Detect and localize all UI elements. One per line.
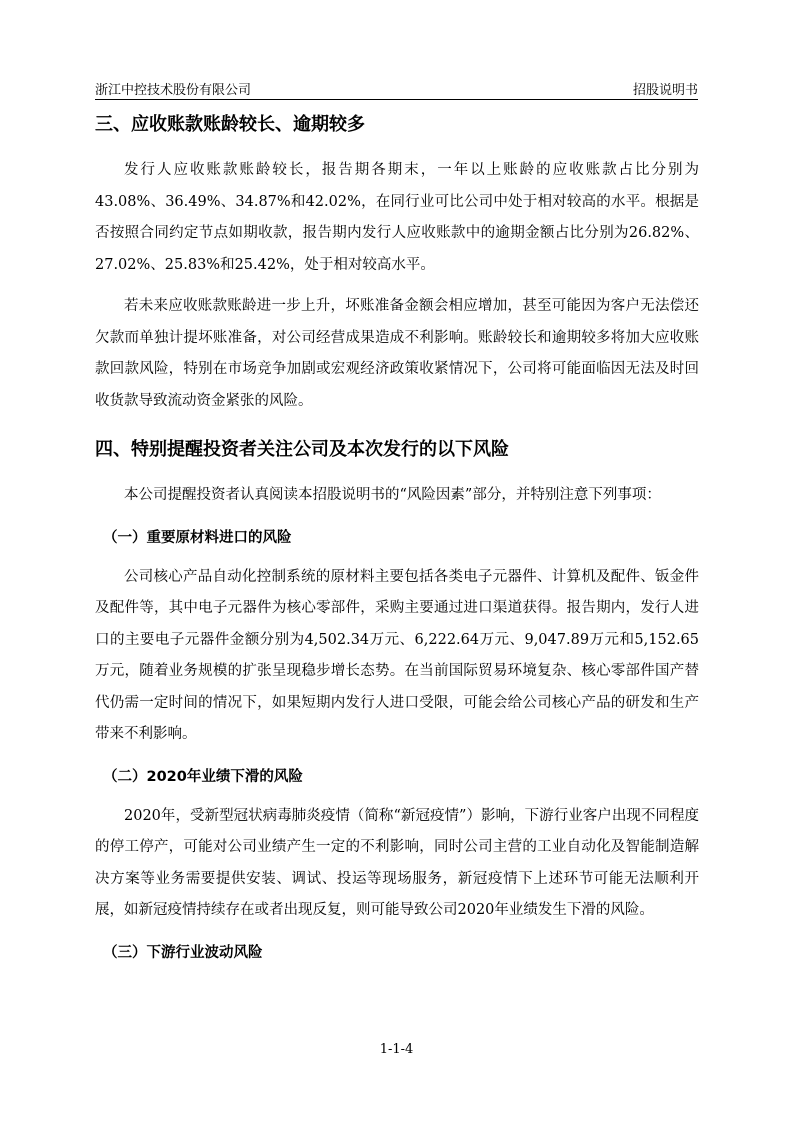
document-type: 招股说明书 [632,83,698,98]
page-body [95,110,699,965]
section3-paragraph-2: 若未来应收账款账龄进一步上升，坏账准备金额会相应增加，甚至可能因为客户无法偿还欠款而单独计提坏账准备，对公司经营成果造成不利影响。账龄较长和逾期较多将加大应收账款回款风险，特别在市场竞争加剧或宏观经济政策收紧情况下，公司将可能面临因无法及时回收货款导致流动资金紧张的风险。 [95,298,699,409]
subsection1-title: （一）重要原材料进口的风险 [103,529,292,546]
subsection3-title: （三）下游行业波动风险 [103,944,263,961]
company-name: 浙江中控技术股份有限公司 [95,83,252,98]
subsection1-paragraph: 公司核心产品自动化控制系统的原材料主要包括各类电子元器件、计算机及配件、钣金件及配件等，其中电子元器件为核心零部件，采购主要通过进口渠道获得。报告期内，发行人进口的主要电子元器件金额分别为4,502.34万元、6,222.64万元、9,047.89万元和5,152.65万元，随着业务规模的扩张呈现稳步增长态势。在当前国际贸易环境复杂、核心零部件国产替代仍需一定时间的情况下，如果短期内发行人进口受限，可能会给公司核心产品的研发和生产带来不利影响。 [95,568,699,742]
section3-paragraph-1: 发行人应收账款账龄较长，报告期各期末，一年以上账龄的应收账款占比分别为43.08%、36.49%、34.87%和42.02%，在同行业可比公司中处于相对较高的水平。根据是否按照合同约定节点如期收款，报告期内发行人应收账款中的逾期金额占比分别为26.82%、27.02%、25.83%和25.42%，处于相对较高水平。 [95,162,699,273]
subsection2-title: （二）2020年业绩下滑的风险 [103,768,303,785]
page-header [95,79,698,100]
section3-title: 三、应收账款账龄较长、逾期较多 [95,114,365,135]
section4-title: 四、特别提醒投资者关注公司及本次发行的以下风险 [95,439,509,460]
page-number: 1-1-4 [379,1042,414,1057]
subsection2-paragraph: 2020年，受新型冠状病毒肺炎疫情（简称“新冠疫情”）影响，下游行业客户出现不同程度的停工停产，可能对公司业绩产生一定的不利影响，同时公司主营的工业自动化及智能制造解决方案等业务需要提供安装、调试、投运等现场服务，新冠疫情下上述环节可能无法顺利开展，如新冠疫情持续存在或者出现反复，则可能导致公司2020年业绩发生下滑的风险。 [95,807,699,918]
section4-intro: 本公司提醒投资者认真阅读本招股说明书的“风险因素”部分，并特别注意下列事项： [124,487,661,503]
